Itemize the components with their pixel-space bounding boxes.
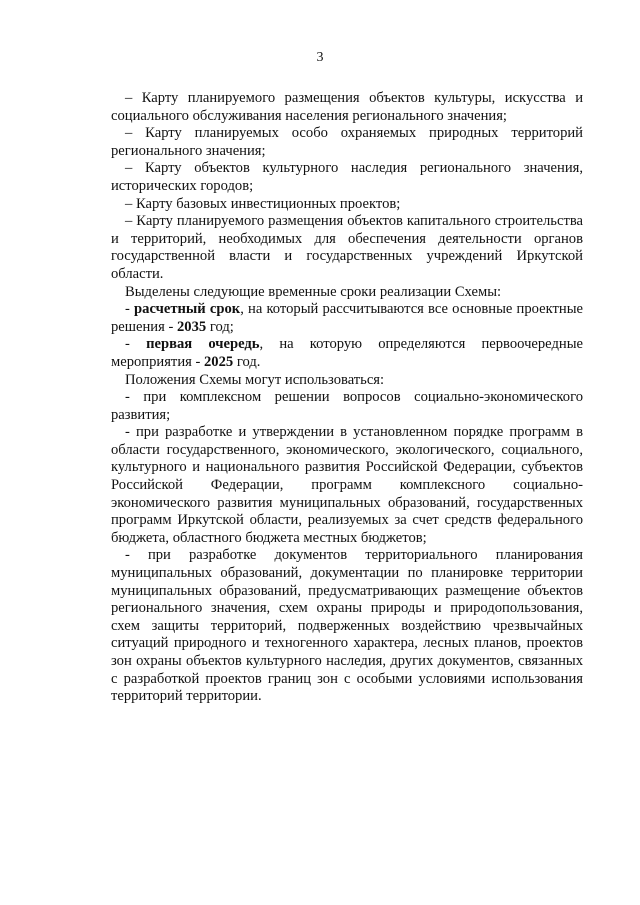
paragraph-map-protected: – Карту планируемых особо охраняемых природных территорий регионального значения;: [111, 125, 583, 159]
paragraph-usage-complex: - при комплексном решении вопросов социально-экономического развития;: [111, 389, 583, 423]
paragraph-map-heritage: – Карту объектов культурного наследия регионального значения, исторических городов;: [111, 160, 583, 194]
paragraph-map-capital: – Карту планируемого размещения объектов капитального строительства и территорий, необходимых для обеспечения деятельности органов государственной власти и государственных учреждений Иркутской области.: [111, 213, 583, 282]
period1-end: год;: [206, 318, 234, 335]
period2-term: первая очередь: [146, 336, 260, 353]
paragraph-map-investment: – Карту базовых инвестиционных проектов;: [125, 195, 401, 212]
document-body: [111, 90, 583, 706]
period1-year: 2035: [176, 318, 207, 335]
paragraph-period-first: [111, 336, 583, 371]
page-number: 3: [316, 50, 324, 65]
period1-dash: -: [125, 301, 135, 318]
period2-dash: -: [125, 336, 147, 353]
paragraph-usage-programs: - при разработке и утверждении в установленном порядке программ в области государственного, экономического, экологического, социального, культурного и национального развития Российской Федерации, субъектов Российской Федерации, программ комплексного социально-экономического развития муниципальных образований, государственных программ Иркутской области, реализуемых за счет средств федерального бюджета, областного бюджета местных бюджетов;: [111, 424, 583, 546]
paragraph-usage-documents: - при разработке документов территориального планирования муниципальных образований, документации по планировке территории муниципальных образований, предусматривающих размещение объектов регионального значения, схем охраны природы и природопользования, схем защиты территорий, подверженных воздействию чрезвычайных ситуаций природного и техногенного характера, лесных планов, проектов зон охраны объектов культурного наследия, других документов, связанных с разработкой проектов границ зон с особыми условиями использования территорий территории.: [111, 547, 583, 705]
paragraph-period-calculated: [111, 301, 583, 336]
period2-text: , на которую определяются первоочередные мероприятия -: [111, 336, 583, 370]
paragraph-periods-intro: Выделены следующие временные сроки реализации Схемы:: [125, 283, 502, 300]
paragraph-usage-intro: Положения Схемы могут использоваться:: [125, 371, 385, 388]
paragraph-map-culture: – Карту планируемого размещения объектов культуры, искусства и социального обслуживания населения регионального значения;: [111, 90, 583, 124]
period2-end: год.: [233, 353, 261, 370]
period1-text: , на который рассчитываются все основные проектные решения -: [111, 301, 583, 335]
period1-term: расчетный срок: [134, 301, 241, 318]
period2-year: 2025: [204, 353, 234, 370]
